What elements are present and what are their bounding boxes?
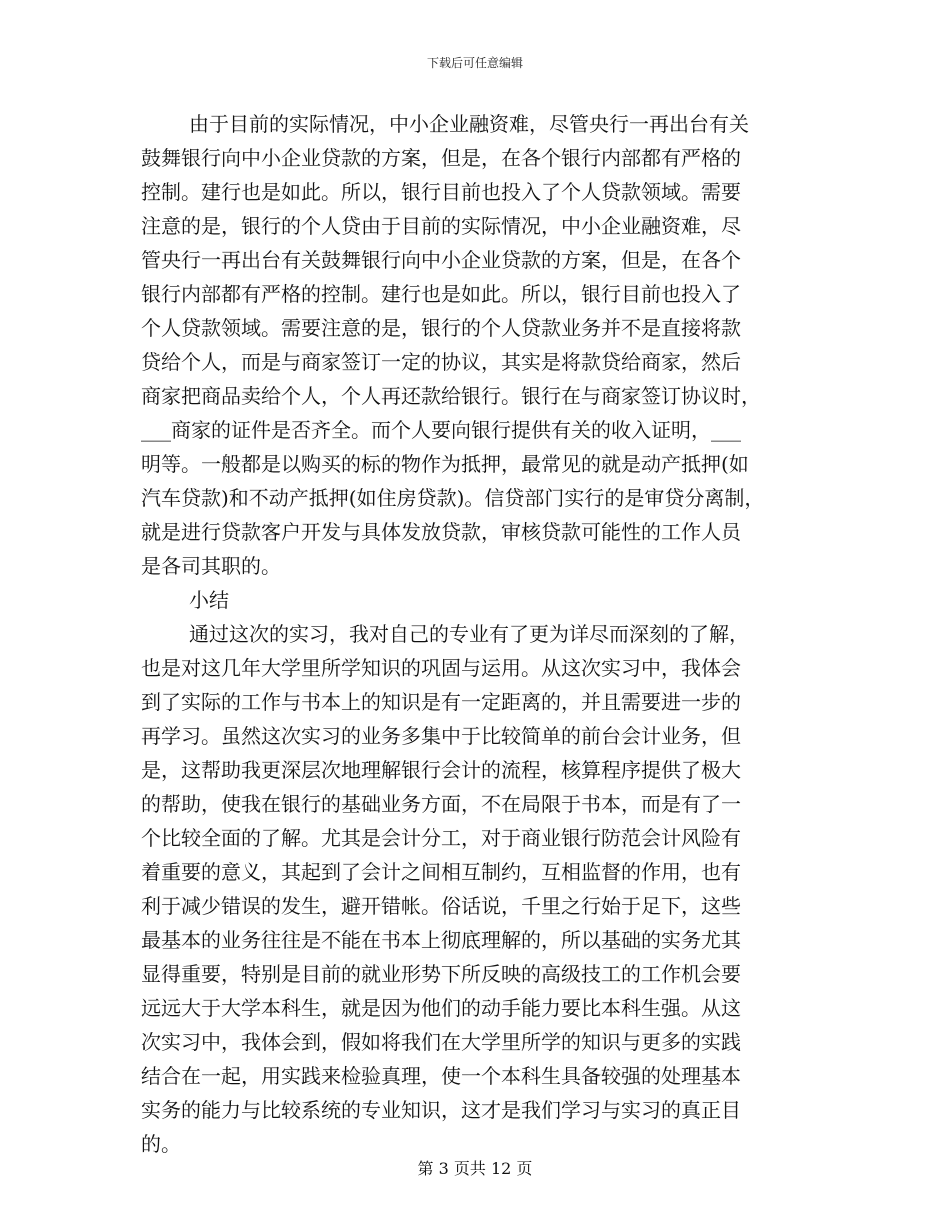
paragraph-line: 贷给个人，而是与商家签订一定的协议，其实是将款贷给商家，然后	[141, 350, 741, 374]
paragraph-line: 明等。一般都是以购买的标的物作为抵押，最常见的就是动产抵押(如	[141, 452, 749, 476]
section-heading: 小结	[189, 588, 229, 612]
paragraph-line: 银行内部都有严格的控制。建行也是如此。所以，银行目前也投入了	[141, 282, 741, 306]
paragraph-line: 控制。建行也是如此。所以，银行目前也投入了个人贷款领域。需要	[141, 180, 741, 204]
paragraph-line: 是，这帮助我更深层次地理解银行会计的流程，核算程序提供了极大	[141, 758, 741, 782]
paragraph-line: 就是进行贷款客户开发与具体发放贷款，审核贷款可能性的工作人员	[141, 520, 741, 544]
paragraph-line: 的。	[141, 1132, 181, 1156]
paragraph-line: 是各司其职的。	[141, 554, 281, 578]
paragraph-line: ___商家的证件是否齐全。而个人要向银行提供有关的收入证明，___	[141, 418, 741, 442]
paragraph-line: 远远大于大学本科生，就是因为他们的动手能力要比本科生强。从这	[141, 996, 741, 1020]
page-header: 下载后可任意编辑	[426, 56, 523, 70]
page-number: 第 3 页共 12 页	[417, 1159, 533, 1178]
paragraph-line: 通过这次的实习，我对自己的专业有了更为详尽而深刻的了解，	[189, 622, 749, 646]
paragraph-line: 个比较全面的了解。尤其是会计分工，对于商业银行防范会计风险有	[141, 826, 741, 850]
paragraph-line: 汽车贷款)和不动产抵押(如住房贷款)。信贷部门实行的是审贷分离制，	[141, 486, 765, 510]
paragraph-line: 最基本的业务往往是不能在书本上彻底理解的，所以基础的实务尤其	[141, 928, 741, 952]
paragraph-line: 实务的能力与比较系统的专业知识，这才是我们学习与实习的真正目	[141, 1098, 741, 1122]
paragraph-line: 再学习。虽然这次实习的业务多集中于比较简单的前台会计业务，但	[141, 724, 741, 748]
paragraph-line: 着重要的意义，其起到了会计之间相互制约，互相监督的作用，也有	[141, 860, 741, 884]
paragraph-line: 结合在一起，用实践来检验真理，使一个本科生具备较强的处理基本	[141, 1064, 741, 1088]
paragraph-line: 鼓舞银行向中小企业贷款的方案，但是，在各个银行内部都有严格的	[141, 146, 741, 170]
paragraph-line: 的帮助，使我在银行的基础业务方面，不在局限于书本，而是有了一	[141, 792, 741, 816]
paragraph-line: 到了实际的工作与书本上的知识是有一定距离的，并且需要进一步的	[141, 690, 741, 714]
paragraph-line: 次实习中，我体会到，假如将我们在大学里所学的知识与更多的实践	[141, 1030, 741, 1054]
document-body	[141, 107, 821, 1161]
paragraph-line: 管央行一再出台有关鼓舞银行向中小企业贷款的方案，但是，在各个	[141, 248, 741, 272]
paragraph-line: 显得重要，特别是目前的就业形势下所反映的高级技工的工作机会要	[141, 962, 741, 986]
paragraph-line: 由于目前的实际情况，中小企业融资难，尽管央行一再出台有关	[189, 112, 749, 136]
paragraph-line: 也是对这几年大学里所学知识的巩固与运用。从这次实习中，我体会	[141, 656, 741, 680]
paragraph-line: 利于减少错误的发生，避开错帐。俗话说，千里之行始于足下，这些	[141, 894, 741, 918]
paragraph-line: 商家把商品卖给个人，个人再还款给银行。银行在与商家签订协议时，	[141, 384, 761, 408]
paragraph-line: 注意的是，银行的个人贷由于目前的实际情况，中小企业融资难，尽	[141, 214, 741, 238]
paragraph-line: 个人贷款领域。需要注意的是，银行的个人贷款业务并不是直接将款	[141, 316, 741, 340]
